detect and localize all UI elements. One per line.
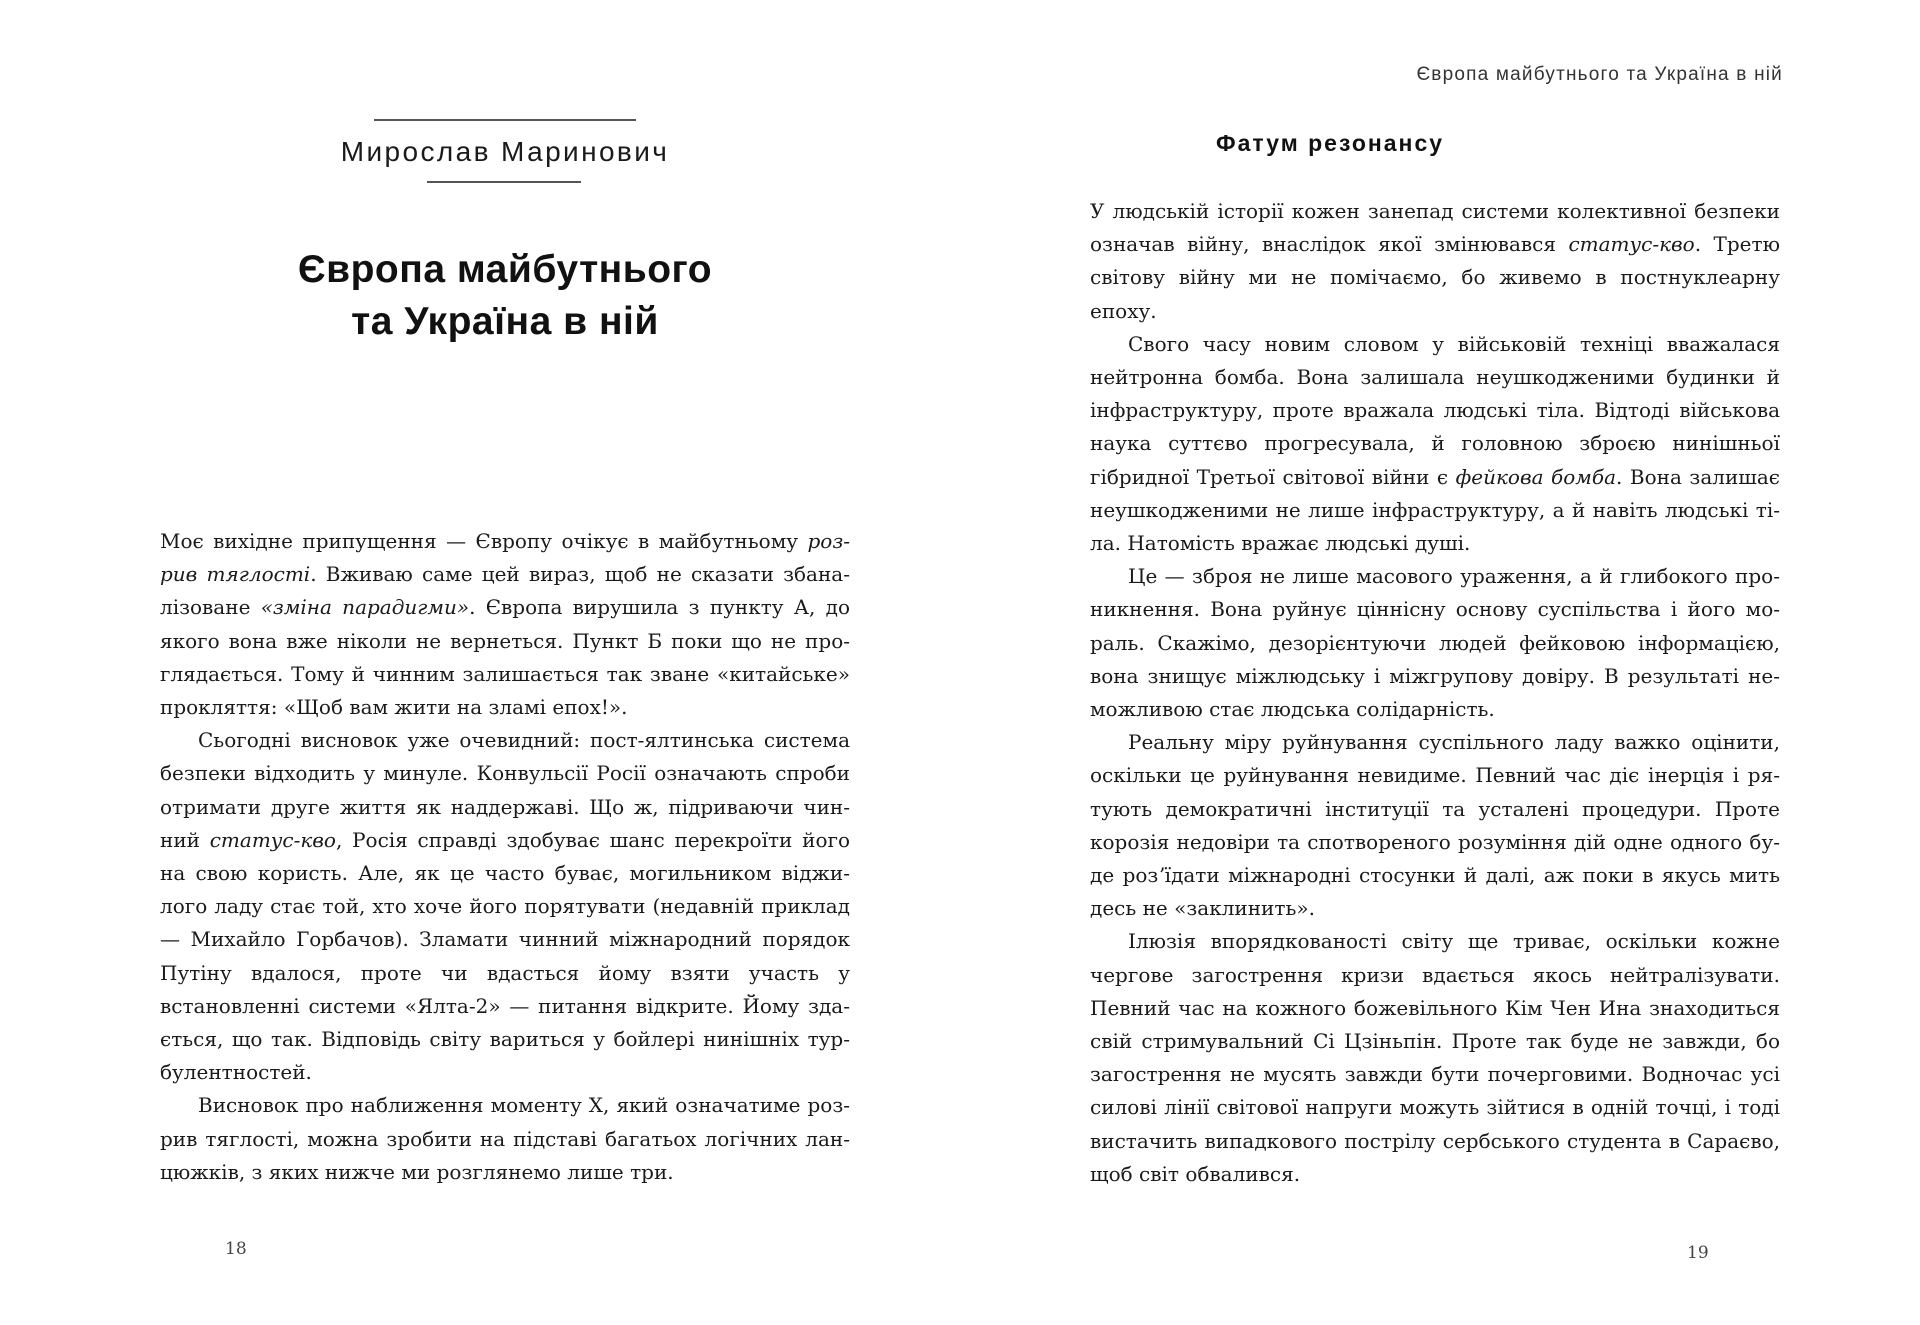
title-rule-bottom (427, 181, 581, 183)
chapter-title-line-2: та Україна в ній (351, 300, 659, 343)
text-run: Ілюзія впорядкованості світу ще триває, оскільки кожне чергове загострення кризи вдається якось нейтралізувати. Певний час на кожного божевільного Кім Чен Ина знаходиться свій стримувальний Сі Цзіньпін. Проте так буде не завжди, бо загострення не мусять завжди бути почерговими. Водночас усі силові лінії світової напруги можуть зійтися в одній точці, і тоді вистачить випадкового пострілу сербського студента в Сараєво, щоб світ обвалився. (1090, 929, 1780, 1186)
italic-run: статус-кво (209, 827, 336, 852)
left-body-text (160, 525, 850, 1189)
italic-run: «зміна парадигми» (260, 595, 470, 620)
text-run: У людській історії кожен занепад системи колективної безпеки означав війну, внаслідок якої змінювався (1090, 199, 1780, 257)
page-number-left: 18 (225, 1239, 247, 1259)
text-run: Це — зброя не лише масового ураження, а й глибокого проникнення. Вона руйнує ціннісну основу суспільства і його мораль. Скажімо, дезорієнтуючи людей фейковою інформацією, вона знищує міжлюдську і міжгрупову довіру. В результаті неможливою стає людська солідарність. (1090, 564, 1780, 722)
right-body-text (1090, 195, 1780, 1191)
title-rule-top (374, 119, 636, 121)
chapter-title-line-1: Європа майбутнього (297, 248, 713, 291)
chapter-title (190, 244, 820, 348)
paragraph (1090, 925, 1780, 1191)
text-run: Реальну міру руйнування суспільного ладу важко оцінити, оскільки це руйнування невидиме. Певний час діє інерція і рятують демократичні інституції та усталені процедури. Проте корозія недовіри та спотвореного розуміння дій одне одного буде розʼїдати міжнародні стосунки й далі, аж поки в якусь мить десь не «заклинить». (1090, 730, 1780, 921)
text-run: Висновок про наближення моменту Х, який означатиме розрив тяглості, можна зробити на підставі багатьох логічних ланцюжків, з яких нижче ми розглянемо лише три. (160, 1093, 850, 1184)
text-run: Сьогодні висновок уже очевидний: пост-ялтинська система безпеки відходить у минуле. Конвульсії Росії означають спроби отримати друге життя як наддержаві. Що ж, підриваючи чинний (160, 728, 850, 852)
text-run: . Вона залишає неушкодженими не лише інфраструктуру, а й навіть людські тіла. Натомість вражає людські душі. (1090, 464, 1780, 556)
section-title: Фатум резонансу (1215, 130, 1445, 156)
paragraph (1090, 726, 1780, 925)
paragraph (1090, 195, 1780, 328)
text-run: Моє вихідне припущення — Європу очікує в майбутньому (160, 529, 808, 553)
text-run: Свого часу новим словом у військовій техніці вважалася нейтронна бомба. Вона залишала неушкодженими будинки й інфраструктуру, проте вражала людські тіла. Відтоді військова наука суттєво прогресувала, й головною зброєю нинішньої гібридної Третьої світової війни є (1090, 331, 1780, 489)
italic-run: фейкова бомба (1455, 464, 1617, 489)
text-run: . Європа вирушила з пункту А, до якого вона вже ніколи не вернеться. Пункт Б поки що не проглядається. Тому й чинним залишається так зване «китайське» прокляття: «Щоб вам жити на зламі епох!». (160, 595, 850, 720)
paragraph (1090, 560, 1780, 726)
paragraph (160, 525, 850, 724)
running-head: Європа майбутнього та Україна в ній (1416, 64, 1783, 85)
text-run: . Третю світову війну ми не помічаємо, бо живемо в постнуклеарну епоху. (1090, 232, 1780, 323)
paragraph (1090, 328, 1780, 560)
text-run: , Росія справді здобуває шанс перекроїти його на свою користь. Але, як це часто буває, могильником віджилого ладу стає той, хто хоче його порятувати (недавній приклад — Михайло Горбачов). Зламати чинний міжнародний порядок Путіну вдалося, проте чи вдасться йому взяти участь у встановленні системи «Ялта-2» — питання відкрите. Йому здається, що так. Відповідь світу вариться у бойлері нинішніх турбулентностей. (160, 827, 851, 1085)
author-name: Мирослав Маринович (340, 136, 670, 167)
text-run: . Вживаю саме цей вираз, щоб не сказати збаналізоване (160, 562, 851, 620)
italic-run: статус-кво (1568, 232, 1695, 257)
paragraph (160, 1089, 850, 1189)
italic-run: розрив тяглості (160, 529, 850, 587)
paragraph (160, 724, 850, 1089)
page-number-right: 19 (1687, 1243, 1709, 1263)
